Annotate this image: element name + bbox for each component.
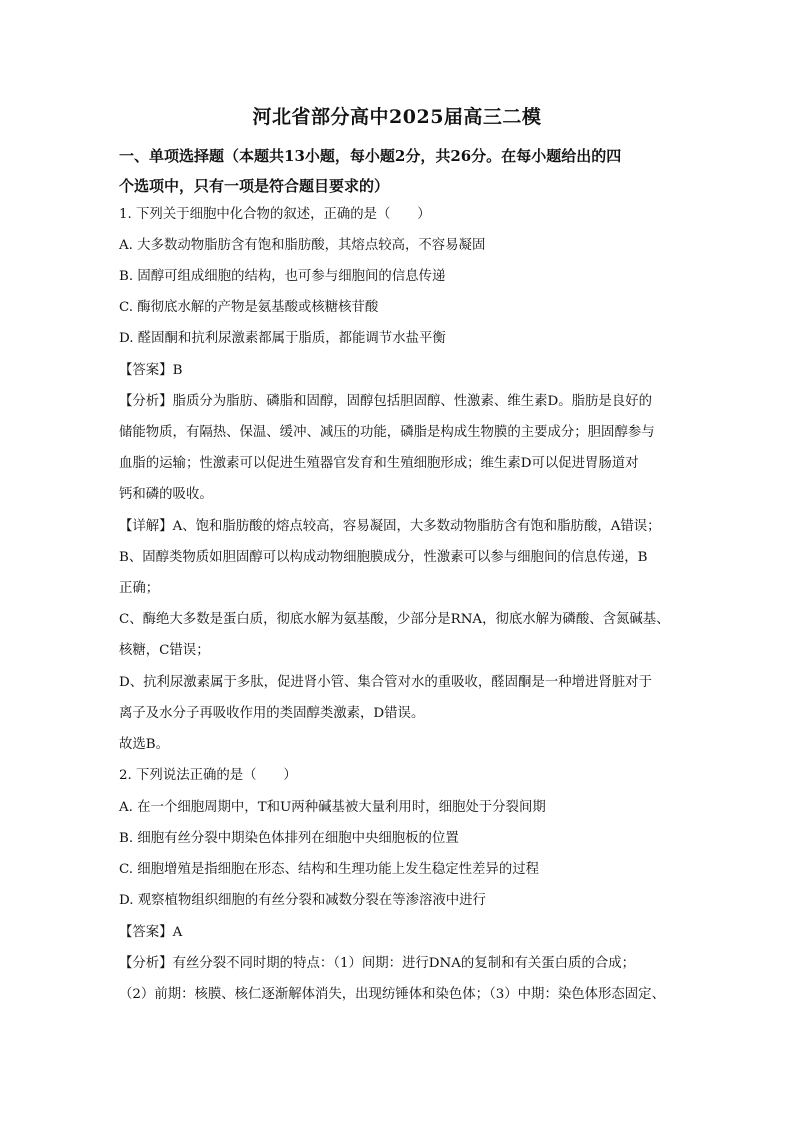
q2-stem: 2. 下列说法正确的是（ ）	[119, 768, 297, 783]
q2-option-c: C. 细胞增殖是指细胞在形态、结构和生理功能上发生稳定性差异的过程	[119, 862, 539, 877]
q2-option-d: D. 观察植物组织细胞的有丝分裂和减数分裂在等渗溶液中进行	[119, 893, 486, 908]
q1-detail-line-2: B、固醇类物质如胆固醇可以构成动物细胞膜成分，性激素可以参与细胞间的信息传递，B	[119, 550, 648, 565]
q2-answer-line	[119, 923, 182, 943]
q1-detail-line-3: 正确；	[119, 581, 160, 596]
analysis-label: 【分析】	[119, 956, 173, 971]
q1-detail-line-1	[119, 517, 661, 537]
document-title: 河北省部分高中2025届高三二模	[252, 106, 542, 128]
q1-analysis-line-2: 储能物质，有隔热、保温、缓冲、减压的功能，磷脂是构成生物膜的主要成分；胆固醇参与	[119, 425, 655, 440]
q1-stem: 1. 下列关于细胞中化合物的叙述，正确的是（ ）	[119, 207, 431, 222]
detail-text: A、饱和脂肪酸的熔点较高，容易凝固，大多数动物脂肪含有饱和脂肪酸，A错误；	[172, 519, 661, 534]
q1-detail-line-4: C、酶绝大多数是蛋白质，彻底水解为氨基酸，少部分是RNA，彻底水解为磷酸、含氮碱基、	[119, 612, 670, 627]
q1-detail-line-7: 离子及水分子再吸收作用的类固醇类激素，D错误。	[119, 706, 425, 721]
q1-analysis-line-4: 钙和磷的吸收。	[119, 487, 213, 502]
analysis-text: 有丝分裂不同时期的特点：（1）间期：进行DNA的复制和有关蛋白质的合成；	[172, 956, 636, 971]
q2-analysis-line-1	[119, 954, 635, 974]
q1-answer-line	[119, 361, 182, 381]
answer-value: B	[172, 363, 183, 378]
q1-option-b: B. 固醇可组成细胞的结构，也可参与细胞间的信息传递	[119, 269, 446, 284]
section-heading-line-2: 个选项中，只有一项是符合题目要求的）	[119, 177, 390, 195]
section-heading-line-1: 一、单项选择题（本题共13小题，每小题2分，共26分。在每小题给出的四	[119, 147, 622, 165]
q1-option-c: C. 酶彻底水解的产物是氨基酸或核糖核苷酸	[119, 300, 379, 315]
q1-detail-line-5: 核糖，C错误；	[119, 643, 210, 658]
q1-analysis-line-3: 血脂的运输；性激素可以促进生殖器官发育和生殖细胞形成；维生素D可以促进胃肠道对	[119, 456, 639, 471]
analysis-text: 脂质分为脂肪、磷脂和固醇，固醇包括胆固醇、性激素、维生素D。脂肪是良好的	[172, 394, 652, 409]
q2-analysis-line-2: （2）前期：核膜、核仁逐渐解体消失，出现纺锤体和染色体；（3）中期：染色体形态固定、	[119, 987, 665, 1002]
q1-option-a: A. 大多数动物脂肪含有饱和脂肪酸，其熔点较高，不容易凝固	[119, 238, 486, 253]
analysis-label: 【分析】	[119, 394, 173, 409]
q1-conclusion: 故选B。	[119, 737, 170, 752]
q1-analysis-line-1	[119, 392, 652, 412]
answer-label: 【答案】	[119, 925, 173, 940]
answer-value: A	[172, 925, 183, 940]
q2-option-b: B. 细胞有丝分裂中期染色体排列在细胞中央细胞板的位置	[119, 831, 459, 846]
detail-label: 【详解】	[119, 519, 173, 534]
answer-label: 【答案】	[119, 363, 173, 378]
q2-option-a: A. 在一个细胞周期中，T和U两种碱基被大量利用时，细胞处于分裂间期	[119, 800, 546, 815]
q1-detail-line-6: D、抗利尿激素属于多肽，促进肾小管、集合管对水的重吸收，醛固酮是一种增进肾脏对于	[119, 675, 652, 690]
q1-option-d: D. 醛固酮和抗利尿激素都属于脂质，都能调节水盐平衡	[119, 331, 446, 346]
